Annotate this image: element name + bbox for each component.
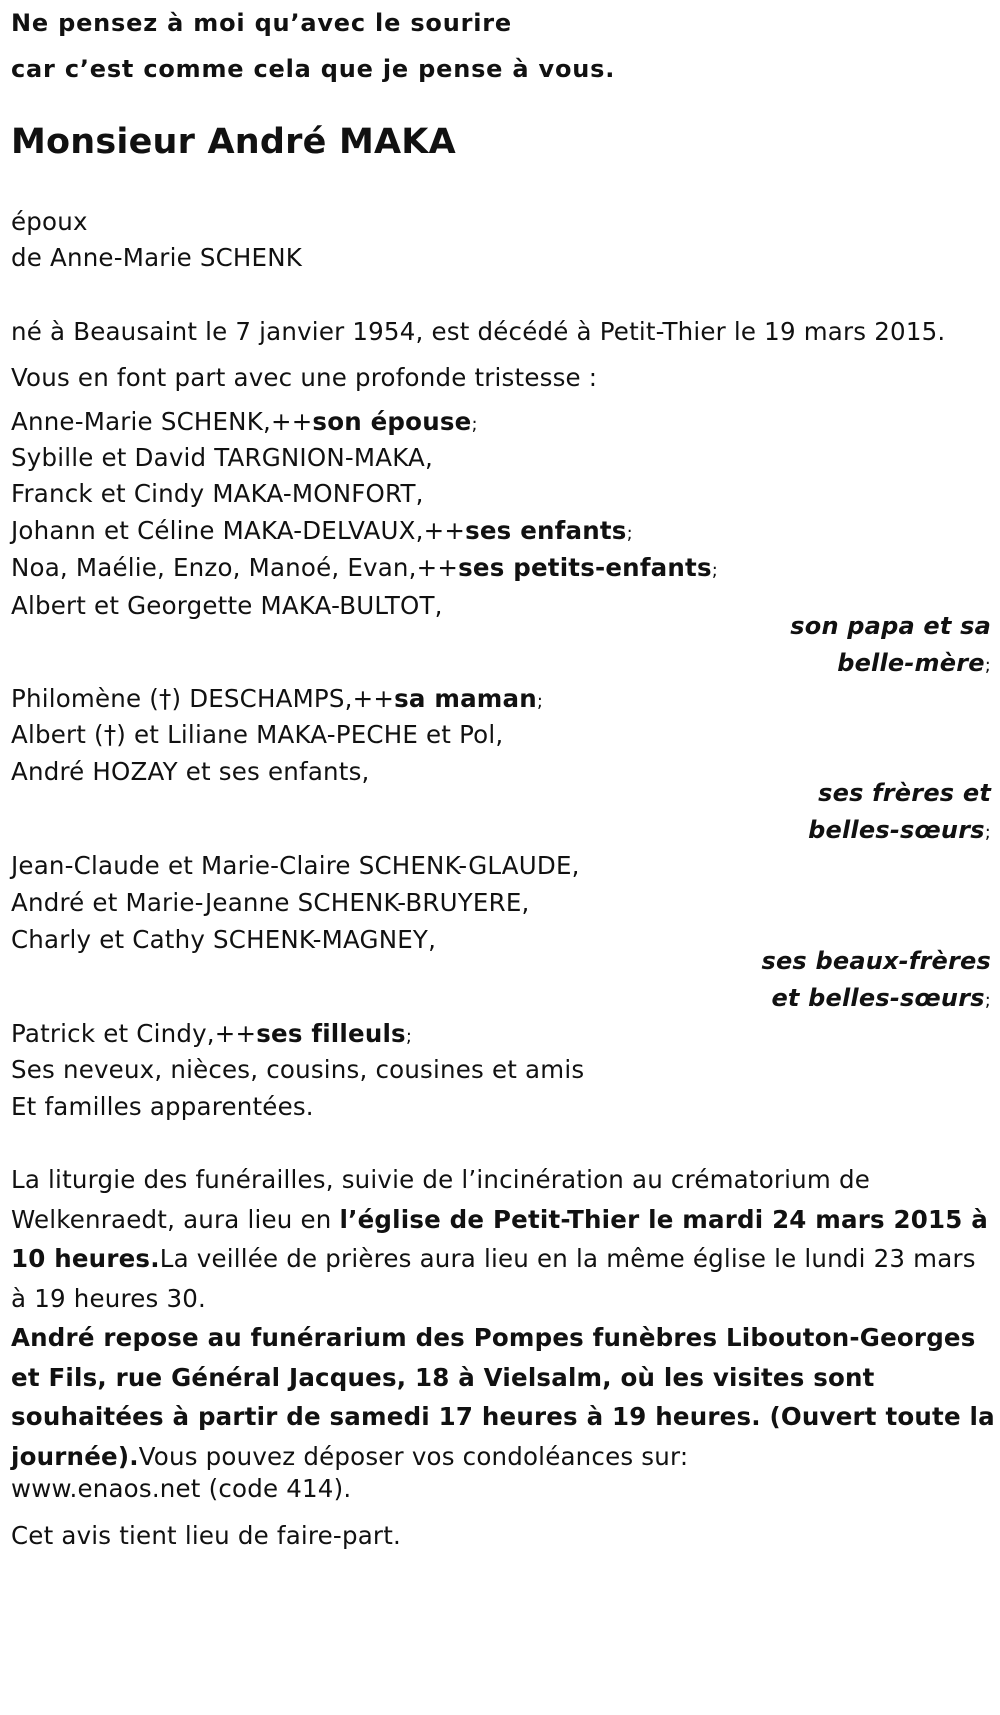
- separator: ;: [711, 560, 719, 581]
- separator: ;: [405, 1026, 413, 1047]
- relation-text: belles-sœurs: [808, 816, 985, 844]
- separator: ;: [536, 691, 544, 712]
- family-godchildren: [11, 1019, 412, 1052]
- spouse-name: de Anne-Marie SCHENK: [11, 243, 302, 272]
- family-mother: [11, 684, 543, 717]
- family-relation: son épouse: [312, 407, 472, 436]
- ceremony-highlight: l’église de Petit-Thier le mardi 24 mars 2015 à 10 heures.: [11, 1204, 988, 1273]
- separator: ;: [626, 523, 633, 544]
- relation-text: belle-mère: [837, 649, 985, 677]
- separator: ;: [984, 822, 991, 843]
- siblings-relation-line-1: ses frères et: [818, 779, 991, 807]
- family-names: Patrick et Cindy,++: [11, 1019, 257, 1048]
- siblings-relation-line-2: [808, 815, 991, 848]
- ceremony-paragraph: [11, 1160, 996, 1318]
- family-child-3: [11, 516, 633, 549]
- family-child-1: Sybille et David TARGNION-MAKA,: [11, 443, 433, 472]
- deceased-name: Monsieur André MAKA: [11, 122, 456, 162]
- condolences-website: www.enaos.net (code 414).: [11, 1474, 352, 1503]
- separator: ;: [984, 655, 991, 676]
- family-others-1: Ses neveux, nièces, cousins, cousines et amis: [11, 1055, 585, 1084]
- separator: ;: [984, 990, 991, 1011]
- family-names: Johann et Céline MAKA-DELVAUX,++: [11, 516, 466, 545]
- family-relation: ses petits-enfants: [458, 553, 712, 582]
- birth-death-line: né à Beausaint le 7 janvier 1954, est décédé à Petit-Thier le 19 mars 2015.: [11, 317, 946, 346]
- family-child-2: Franck et Cindy MAKA-MONFORT,: [11, 479, 424, 508]
- family-sibling-1: Albert (†) et Liliane MAKA-PECHE et Pol,: [11, 720, 504, 749]
- ceremony-intro: La liturgie des funérailles, suivie de l’incinération au crématorium de Welkenraedt, aura lieu en: [11, 1165, 870, 1234]
- family-sibling-2: André HOZAY et ses enfants,: [11, 757, 370, 786]
- visitation-paragraph: [11, 1318, 996, 1476]
- family-father: Albert et Georgette MAKA-BULTOT,: [11, 591, 443, 620]
- separator: ;: [471, 414, 478, 435]
- inlaws-relation-line-2: [771, 983, 991, 1016]
- family-names: Philomène (†) DESCHAMPS,++: [11, 684, 395, 713]
- inlaws-relation-line-1: ses beaux-frères: [761, 947, 991, 975]
- family-inlaw-3: Charly et Cathy SCHENK-MAGNEY,: [11, 925, 437, 954]
- family-relation: ses enfants: [465, 516, 627, 545]
- announcement-line: Vous en font part avec une profonde tristesse :: [11, 363, 598, 392]
- father-relation-line-1: son papa et sa: [790, 612, 991, 640]
- visitation-bold: André repose au funérarium des Pompes funèbres Libouton-Georges et Fils, rue Général Jacques, 18 à Vielsalm, où les visites sont souhaitées à partir de samedi 17 heures à 19 heures. (Ouvert toute la journée).: [11, 1323, 995, 1471]
- visitation-rest: Vous pouvez déposer vos condoléances sur:: [138, 1441, 689, 1471]
- ceremony-rest: La veillée de prières aura lieu en la même église le lundi 23 mars à 19 heures 30.: [11, 1244, 976, 1313]
- father-relation-line-2: [837, 648, 991, 681]
- family-names: Noa, Maélie, Enzo, Manoé, Evan,++: [11, 553, 459, 582]
- family-spouse: [11, 407, 478, 440]
- relation-text: et belles-sœurs: [771, 984, 985, 1012]
- family-grandchildren: [11, 553, 718, 586]
- family-inlaw-1: Jean-Claude et Marie-Claire SCHENK-GLAUDE,: [11, 851, 580, 880]
- quote-line-1: Ne pensez à moi qu’avec le sourire: [11, 9, 512, 37]
- family-relation: sa maman: [394, 684, 537, 713]
- family-relation: ses filleuls: [256, 1019, 406, 1048]
- spouse-label: époux: [11, 207, 88, 236]
- family-names: Anne-Marie SCHENK,++: [11, 407, 313, 436]
- family-inlaw-2: André et Marie-Jeanne SCHENK-BRUYERE,: [11, 888, 530, 917]
- quote-line-2: car c’est comme cela que je pense à vous.: [11, 55, 616, 83]
- closing-line: Cet avis tient lieu de faire-part.: [11, 1521, 401, 1550]
- family-others-2: Et familles apparentées.: [11, 1092, 314, 1121]
